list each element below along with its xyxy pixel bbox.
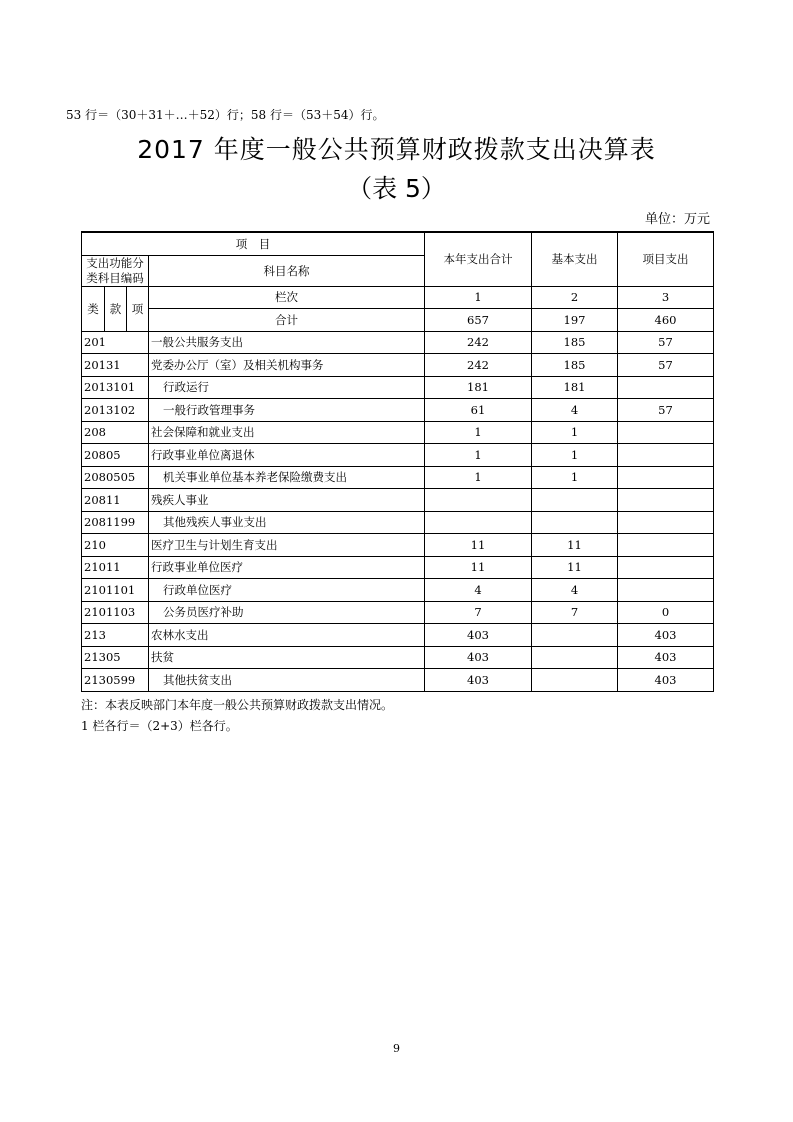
page-subtitle: （表 5）: [347, 174, 446, 203]
row-name: 社会保障和就业支出: [149, 421, 425, 444]
header-kuan: 款: [105, 286, 127, 331]
row-basic: 11: [532, 556, 618, 579]
header-num2: 2: [532, 286, 618, 309]
row-name: 机关事业单位基本养老保险缴费支出: [149, 466, 425, 489]
row-basic: [532, 624, 618, 647]
row-total: 7: [425, 601, 532, 624]
table-row: [82, 331, 714, 354]
row-total: 1: [425, 421, 532, 444]
row-project: [618, 421, 714, 444]
row-name: 医疗卫生与计划生育支出: [149, 534, 425, 557]
row-basic: 1: [532, 421, 618, 444]
header-lei: 类: [82, 286, 105, 331]
row-name: 党委办公厅（室）及相关机构事务: [149, 354, 425, 377]
total-total: 657: [425, 309, 532, 332]
table-row: [82, 669, 714, 692]
header-name: 科目名称: [149, 255, 425, 286]
header-num3: 3: [618, 286, 714, 309]
row-name: 公务员医疗补助: [149, 601, 425, 624]
row-project: [618, 556, 714, 579]
row-code: 210: [82, 534, 149, 557]
row-project: 0: [618, 601, 714, 624]
page-number: 9: [393, 1042, 400, 1055]
row-name: 行政单位医疗: [149, 579, 425, 602]
table-row: [82, 444, 714, 467]
row-project: [618, 579, 714, 602]
row-code: 2101101: [82, 579, 149, 602]
row-name: 行政事业单位离退休: [149, 444, 425, 467]
row-code: 208: [82, 421, 149, 444]
row-project: [618, 511, 714, 534]
row-total: 4: [425, 579, 532, 602]
row-total: 1: [425, 466, 532, 489]
header-num1: 1: [425, 286, 532, 309]
row-name: 行政运行: [149, 376, 425, 399]
header-col-basic: 基本支出: [532, 232, 618, 286]
row-total: 403: [425, 624, 532, 647]
row-name: 其他残疾人事业支出: [149, 511, 425, 534]
row-name: 农林水支出: [149, 624, 425, 647]
table-row: [82, 489, 714, 512]
row-total: [425, 489, 532, 512]
row-basic: 1: [532, 444, 618, 467]
unit-label: 单位：万元: [644, 212, 710, 227]
row-code: 2130599: [82, 669, 149, 692]
header-lanci: 栏次: [149, 286, 425, 309]
row-code: 20805: [82, 444, 149, 467]
total-label: 合计: [149, 309, 425, 332]
row-code: 2013101: [82, 376, 149, 399]
table-row: [82, 354, 714, 377]
header-col-project: 项目支出: [618, 232, 714, 286]
row-project: 57: [618, 331, 714, 354]
row-basic: 1: [532, 466, 618, 489]
row-code: 2081199: [82, 511, 149, 534]
table-row: [82, 421, 714, 444]
row-basic: 181: [532, 376, 618, 399]
row-project: 403: [618, 646, 714, 669]
row-name: 残疾人事业: [149, 489, 425, 512]
row-total: 242: [425, 354, 532, 377]
row-code: 20811: [82, 489, 149, 512]
row-total: 242: [425, 331, 532, 354]
row-basic: 185: [532, 331, 618, 354]
row-basic: 11: [532, 534, 618, 557]
row-code: 20131: [82, 354, 149, 377]
header-row-project: [82, 232, 714, 255]
row-basic: [532, 646, 618, 669]
header-xiang: 项: [127, 286, 149, 331]
row-basic: [532, 511, 618, 534]
row-code: 21305: [82, 646, 149, 669]
row-total: 181: [425, 376, 532, 399]
table-row: [82, 376, 714, 399]
row-project: [618, 534, 714, 557]
row-total: 403: [425, 646, 532, 669]
row-name: 扶贫: [149, 646, 425, 669]
total-basic: 197: [532, 309, 618, 332]
table-row: [82, 624, 714, 647]
header-project: 项 目: [82, 232, 425, 255]
row-basic: 4: [532, 399, 618, 422]
header-col-total: 本年支出合计: [425, 232, 532, 286]
table-row: [82, 579, 714, 602]
row-basic: [532, 489, 618, 512]
footnote-1: 注：本表反映部门本年度一般公共预算财政拨款支出情况。: [81, 698, 394, 712]
table-row: [82, 466, 714, 489]
row-basic: 7: [532, 601, 618, 624]
row-code: 2080505: [82, 466, 149, 489]
row-code: 2101103: [82, 601, 149, 624]
row-project: 403: [618, 669, 714, 692]
total-row: [82, 309, 714, 332]
row-basic: 4: [532, 579, 618, 602]
table-row: [82, 534, 714, 557]
row-total: 1: [425, 444, 532, 467]
row-code: 213: [82, 624, 149, 647]
table-row: [82, 556, 714, 579]
row-project: 403: [618, 624, 714, 647]
row-name: 其他扶贫支出: [149, 669, 425, 692]
header-code: 支出功能分类科目编码: [82, 255, 149, 286]
row-project: [618, 466, 714, 489]
row-name: 行政事业单位医疗: [149, 556, 425, 579]
footnote-2: 1 栏各行＝（2+3）栏各行。: [81, 719, 238, 733]
row-project: 57: [618, 354, 714, 377]
total-project: 460: [618, 309, 714, 332]
row-code: 201: [82, 331, 149, 354]
row-total: 403: [425, 669, 532, 692]
table-row: [82, 399, 714, 422]
page-title: 2017 年度一般公共预算财政拨款支出决算表: [137, 135, 656, 164]
row-project: [618, 489, 714, 512]
row-total: 11: [425, 556, 532, 579]
row-project: [618, 444, 714, 467]
table-row: [82, 601, 714, 624]
row-total: 61: [425, 399, 532, 422]
row-total: 11: [425, 534, 532, 557]
row-code: 2013102: [82, 399, 149, 422]
row-project: 57: [618, 399, 714, 422]
row-name: 一般行政管理事务: [149, 399, 425, 422]
row-total: [425, 511, 532, 534]
row-name: 一般公共服务支出: [149, 331, 425, 354]
row-code: 21011: [82, 556, 149, 579]
header-row-lanci: [82, 286, 714, 309]
row-project: [618, 376, 714, 399]
row-basic: [532, 669, 618, 692]
table-row: [82, 511, 714, 534]
row-basic: 185: [532, 354, 618, 377]
top-note: 53 行＝（30＋31＋…＋52）行；58 行＝（53＋54）行。: [66, 108, 385, 122]
expenditure-table: [81, 231, 714, 692]
table-row: [82, 646, 714, 669]
